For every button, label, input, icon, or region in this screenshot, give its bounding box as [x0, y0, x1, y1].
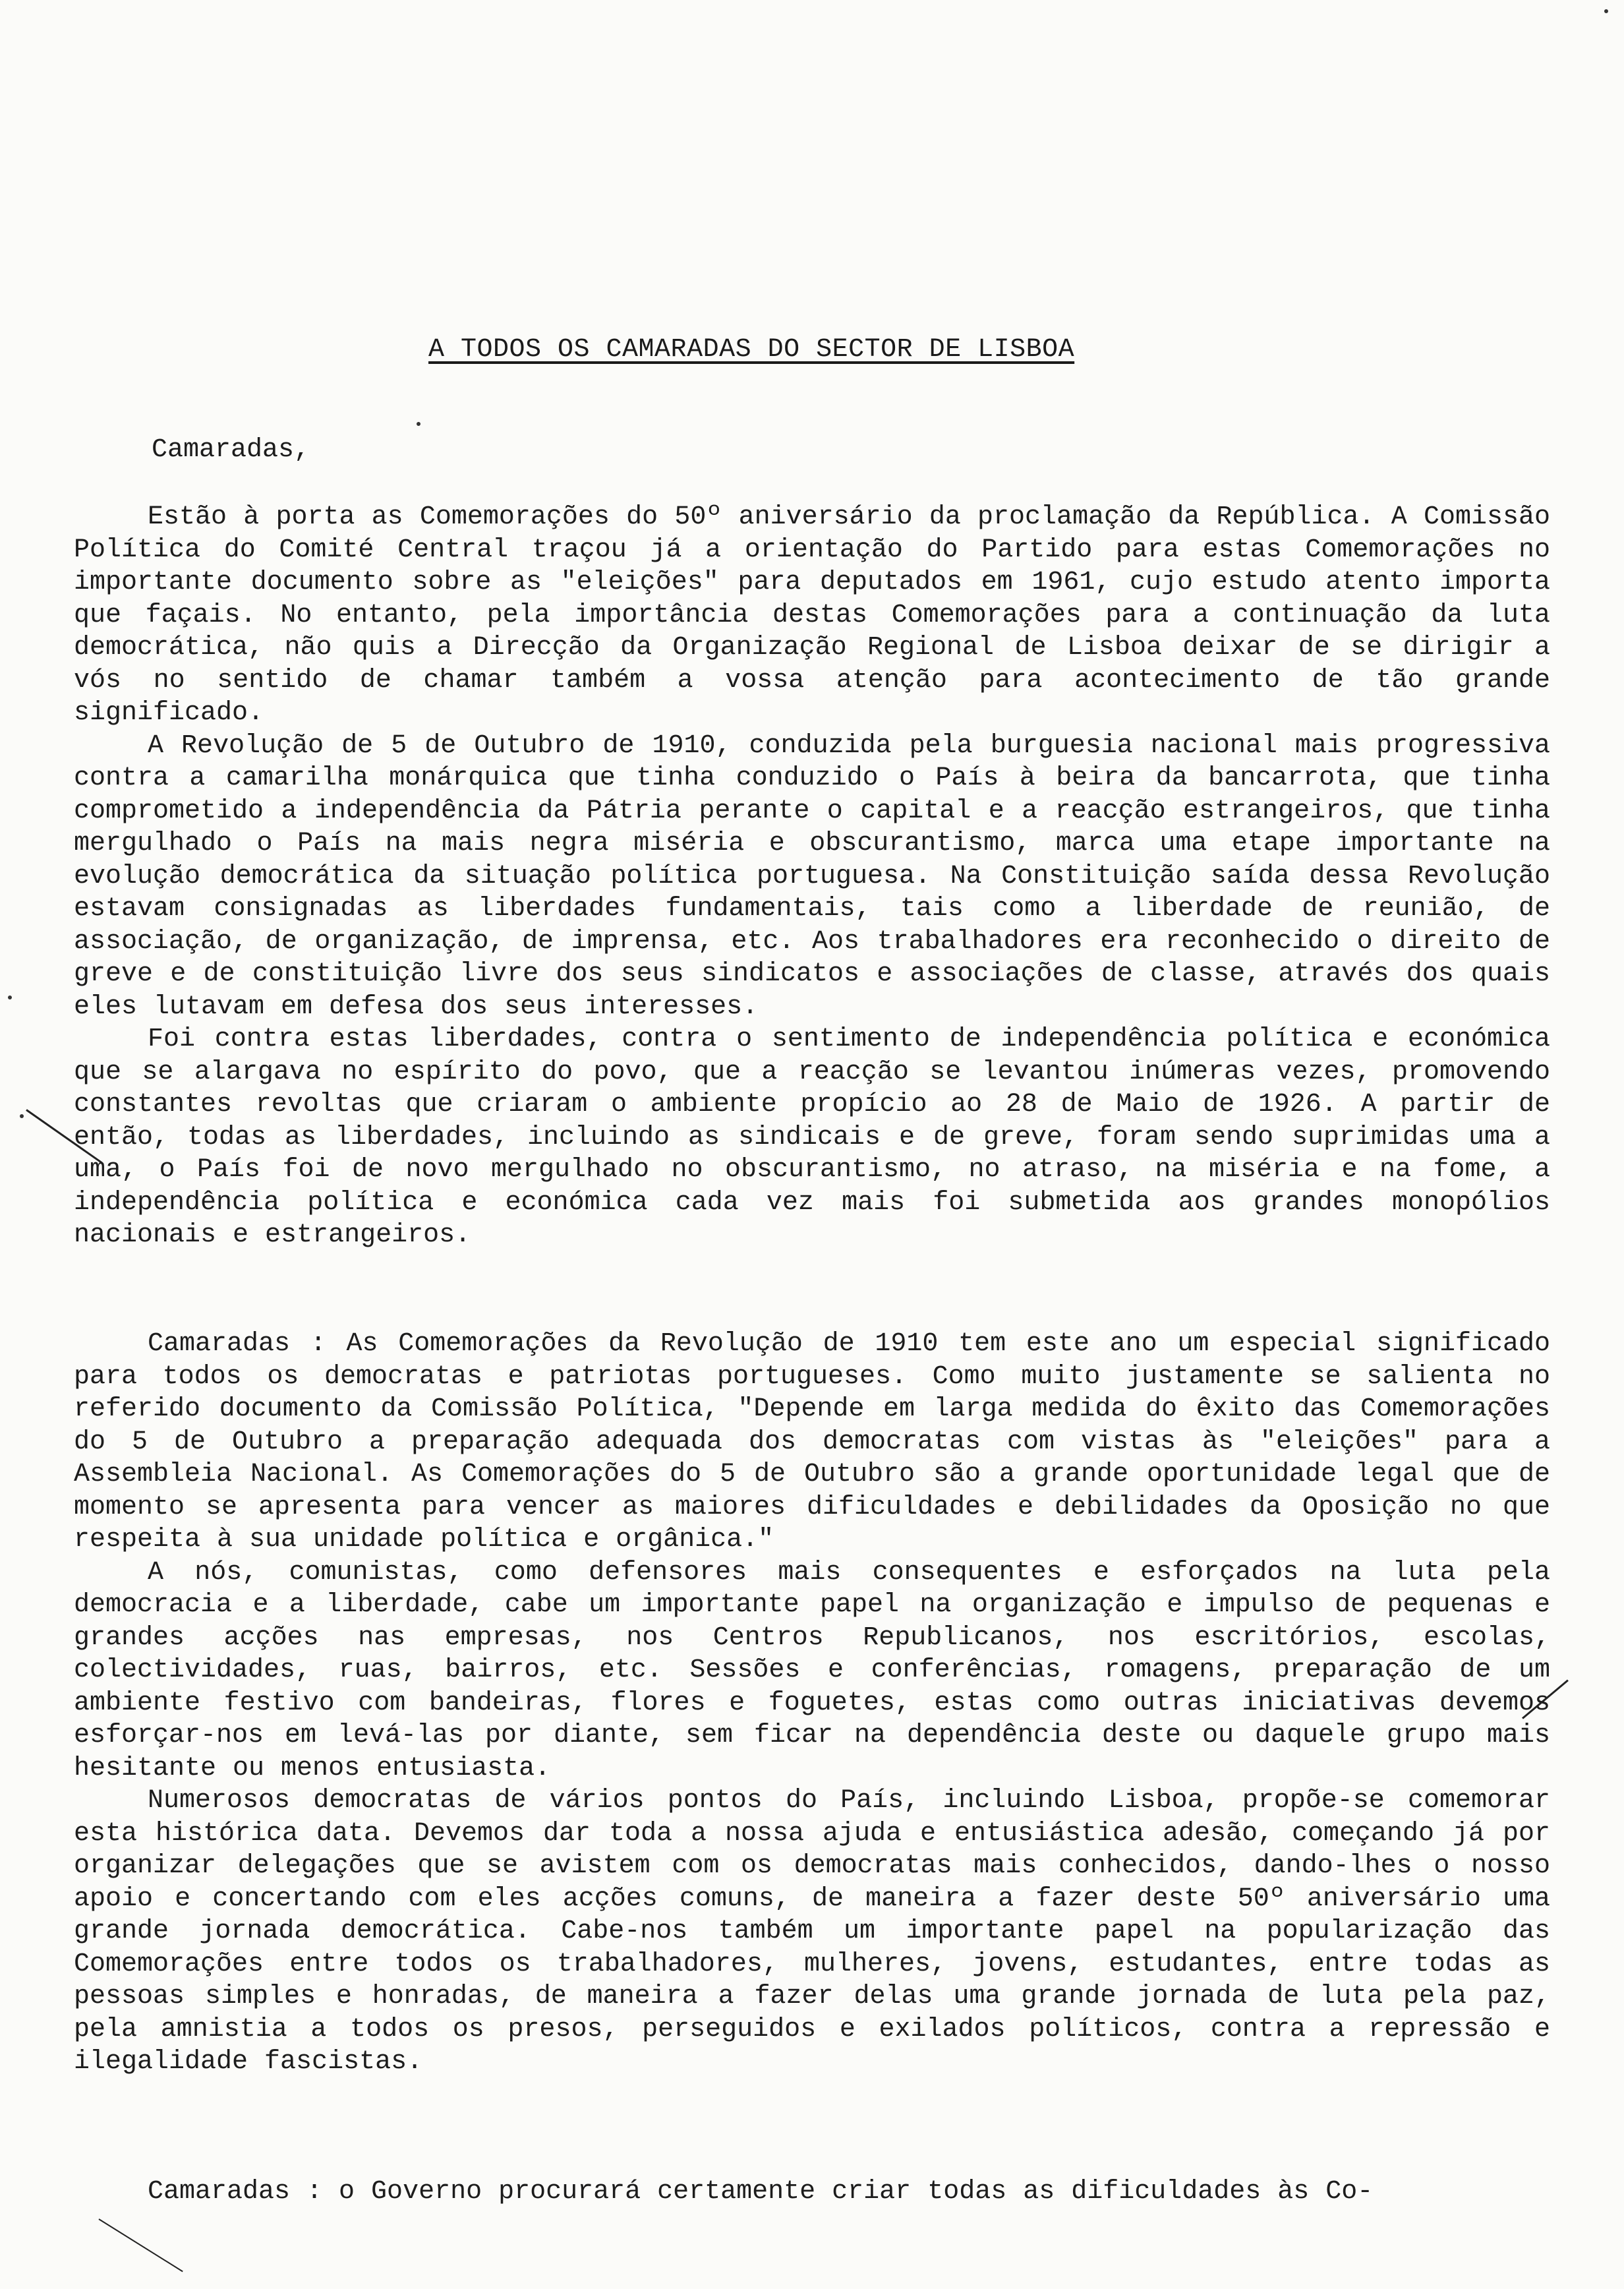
paragraph: Foi contra estas liberdades, contra o sentimento de independência política e económica que se alargava no espírito do povo, que a reacção se levantou inúmeras vezes, promovendo constantes revoltas que criaram o ambiente propício ao 28 de Maio de 1926. A partir de então, todas as liberdades, incluindo as sindicais e de greve, foram sendo suprimidas uma a uma, o País foi de novo mergulhado no obscurantismo, no atraso, na miséria e na fome, a independência política e económica cada vez mais foi submetida aos grandes monopólios nacionais e estrangeiros.	[74, 1025, 1550, 1250]
speck	[20, 1114, 24, 1118]
paragraph: Camaradas : As Comemorações da Revolução de 1910 tem este ano um especial significado para todos os democratas e patriotas portugueses. Como muito justamente se salienta no referido documento da Comissão Política, "Depende em larga medida do êxito das Comemorações do 5 de Outubro a preparação adequada dos democratas com vistas às "eleições" para a Assembleia Nacional. As Comemorações do 5 de Outubro são a grande oportunidade legal que de momento se apresenta para vencer as maiores dificuldades e debilidades da Oposição no que respeita à sua unidade política e orgânica."	[74, 1329, 1550, 1555]
body-section-3	[74, 2176, 1550, 2209]
body-section-1	[74, 501, 1550, 1252]
speck	[8, 996, 12, 999]
body-section-2	[74, 1328, 1550, 2079]
paragraph: A nós, comunistas, como defensores mais consequentes e esforçados na luta pela democracia e a liberdade, cabe um importante papel na organização e impulso de pequenas e grandes acções nas empresas, nos Centros Republicanos, nos escritórios, escolas, colectividades, ruas, bairros, etc. Sessões e conferências, romagens, preparação de um ambiente festivo com bandeiras, flores e foguetes, estas como outras iniciativas devemos esforçar-nos em levá-las por diante, sem ficar na dependência deste ou daquele grupo mais hesitante ou menos entusiasta.	[74, 1557, 1550, 1783]
paragraph: A Revolução de 5 de Outubro de 1910, conduzida pela burguesia nacional mais progressiva contra a camarilha monárquica que tinha conduzido o País à beira da bancarrota, que tinha comprometido a independência da Pátria perante o capital e a reacção estrangeiros, que tinha mergulhado o País na mais negra miséria e obscurantismo, marca uma etape importante na evolução democrática da situação política portuguesa. Na Constituição saída dessa Revolução estavam consignadas as liberdades fundamentais, tais como a liberdade de reunião, de associação, de organização, de imprensa, etc. Aos trabalhadores era reconhecido o direito de greve e de constituição livre dos seus sindicatos e associações de classe, através dos quais eles lutavam em defesa dos seus interesses.	[74, 730, 1550, 1022]
paragraph: Camaradas : o Governo procurará certamente criar todas as dificuldades às Co-	[148, 2177, 1374, 2207]
paragraph: Numerosos democratas de vários pontos do País, incluindo Lisboa, propõe-se comemorar esta histórica data. Devemos dar toda a nossa ajuda e entusiástica adesão, começando já por organizar delegações que se avistem com os democratas mais conhecidos, dando-lhes o nosso apoio e concertando com eles acções comuns, de maneira a fazer deste 50º aniversário uma grande jornada democrática. Cabe-nos também um importante papel na popularização das Comemorações entre todos os trabalhadores, mulheres, jovens, estudantes, entre todas as pessoas simples e honradas, de maneira a fazer delas uma grande jornada de luta pela paz, pela amnistia a todos os presos, perseguidos e exilados políticos, contra a repressão e ilegalidade fascistas.	[74, 1786, 1550, 2077]
bottom-pen-stroke	[98, 2218, 183, 2272]
speck	[1604, 9, 1608, 13]
speck	[417, 422, 420, 426]
document-title: A TODOS OS CAMARADAS DO SECTOR DE LISBOA	[428, 335, 1075, 365]
salutation: Camaradas,	[152, 435, 310, 465]
paragraph: Estão à porta as Comemorações do 50º aniversário da proclamação da República. A Comissão Política do Comité Central traçou já a orientação do Partido para estas Comemorações no importante documento sobre as "eleições" para deputados em 1961, cujo estudo atento importa que façais. No entanto, pela importância destas Comemorações para a continuação da luta democrática, não quis a Direcção da Organização Regional de Lisboa deixar de se dirigir a vós no sentido de chamar também a vossa atenção para acontecimento de tão grande significado.	[74, 502, 1550, 728]
